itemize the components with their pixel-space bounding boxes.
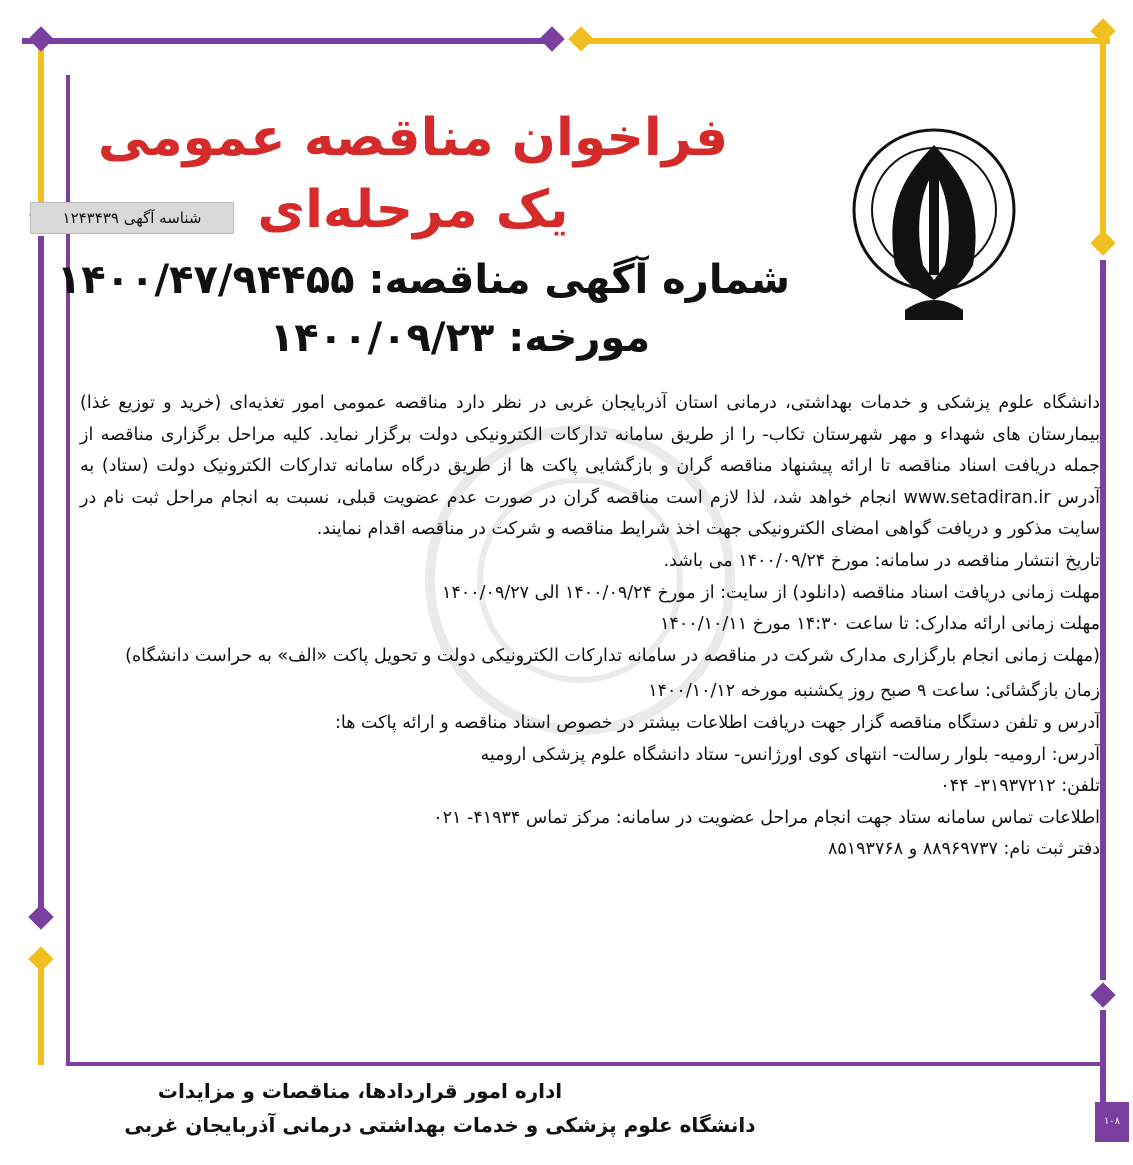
footer-department: اداره امور قراردادها، مناقصات و مزایدات [157,1079,563,1103]
university-emblem-icon [845,115,1023,325]
opening-time: زمان بازگشائی: ساعت ۹ صبح روز یکشنبه مورخه ۱۴۰۰/۱۰/۱۲ [648,681,1100,702]
frame-diamond-top-center-2 [568,26,593,51]
download-deadline: مهلت زمانی دریافت اسناد مناقصه (دانلود) از سایت: از مورخ ۱۴۰۰/۰۹/۲۴ الی ۱۴۰۰/۰۹/۲۷ [442,582,1100,603]
frame-diamond-right-upper [1090,230,1115,255]
address: آدرس: ارومیه- بلوار رسالت- انتهای کوی اورژانس- ستاد دانشگاه علوم پزشکی ارومیه [480,744,1100,765]
registry-office: دفتر ثبت نام: ۸۸۹۶۹۷۳۷ و ۸۵۱۹۳۷۶۸ [827,839,1100,860]
footer-university: دانشگاه علوم پزشکی و خدمات بهداشتی درمانی آذربایجان غربی [124,1113,756,1137]
announcement-body [80,388,1100,866]
page-number: ۱۰۸ [1095,1102,1129,1142]
upload-note: (مهلت زمانی انجام بارگزاری مدارک شرکت در مناقصه در سامانه تدارکات الکترونیکی دولت و تحویل پاکت «الف» به حراست دانشگاه) [125,645,1100,666]
frame-diamond-left-bottom [28,946,53,971]
tender-ad-date: مورخه: ۱۴۰۰/۰۹/۲۳ [269,315,651,361]
phone: تلفن: ۳۱۹۳۷۲۱۲- ۰۴۴ [940,776,1100,797]
frame-diamond-top-center [539,26,564,51]
frame-inner-bottom-line [66,1062,1101,1066]
frame-right-middle-line [1100,260,1106,980]
title-line-2: یک مرحله‌ای [257,180,569,240]
tender-ad-number: شماره آگهی مناقصه: ۱۴۰۰/۴۷/۹۴۴۵۵ [56,257,790,303]
publish-date: تاریخ انتشار مناقصه در سامانه: مورخ ۱۴۰۰/۰۹/۲۴ می باشد. [663,550,1100,571]
frame-diamond-top-left [28,26,53,51]
frame-right-top-line [1100,44,1106,234]
frame-left-top-line [38,44,44,204]
title-line-1: فراخوان مناقصه عمومی [97,108,729,168]
frame-top-right-line [580,38,1110,44]
main-paragraph: دانشگاه علوم پزشکی و خدمات بهداشتی، درمانی استان آذربایجان غربی در نظر دارد مناقصه عمومی امور تغذیه‌ای (خرید و توزیع غذا) بیمارستان های شهداء و مهر شهرستان تکاب- را از طریق سامانه تدارکات الکترونیکی دولت برگزار نماید. کلیه مراحل برگزاری مناقصه از جمله دریافت اسناد مناقصه تا ارائه پیشنهاد مناقصه گران و بازگشایی پاکت ها از طریق درگاه سامانه تدارکات الکترونیک دولت (ستاد) به آدرس www.setadiran.ir انجام خواهد شد، لذا لازم است مناقصه گران در صورت عدم عضویت قبلی، نسبت به انجام مراحل ثبت نام در سایت مذکور و دریافت گواهی امضای الکترونیکی جهت اخذ شرایط مناقصه و شرکت در مناقصه اقدام نمایند. [80,393,1100,540]
frame-right-bottom-line [1100,1010,1106,1110]
submit-deadline: مهلت زمانی ارائه مدارک: تا ساعت ۱۴:۳۰ مورخ ۱۴۰۰/۱۰/۱۱ [660,614,1100,635]
frame-top-left-line [22,38,552,44]
contact-intro: آدرس و تلفن دستگاه مناقصه گزار جهت دریافت اطلاعات بیشتر در خصوص اسناد مناقصه و ارائه پاکت ها: [334,712,1100,733]
setad-contact: اطلاعات تماس سامانه ستاد جهت انجام مراحل عضویت در سامانه: مرکز تماس ۴۱۹۳۴- ۰۲۱ [433,807,1100,828]
ad-id-badge: شناسه آگهی ۱۲۴۳۴۳۹ [30,202,234,234]
frame-diamond-left-lower [28,904,53,929]
frame-diamond-right-lower [1090,982,1115,1007]
frame-left-middle-line [38,236,44,926]
